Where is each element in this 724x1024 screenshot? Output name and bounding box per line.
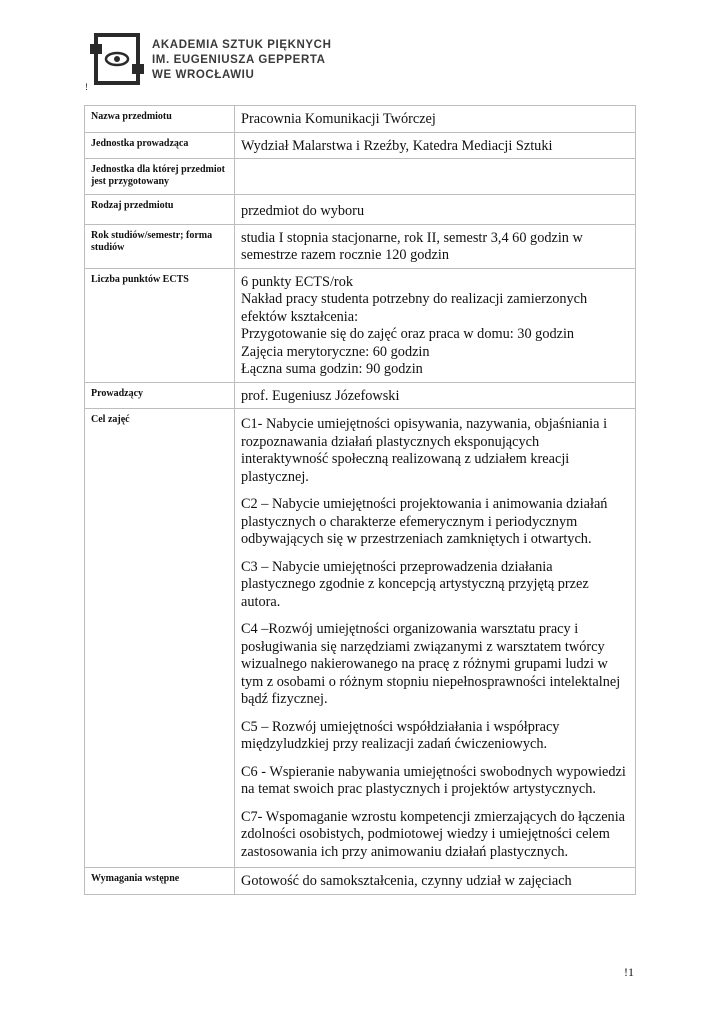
field-value: Gotowość do samokształcenia, czynny udział w zajęciach — [235, 868, 636, 895]
field-value: studia I stopnia stacjonarne, rok II, semestr 3,4 60 godzin w semestrze razem rocznie 120 godzin — [235, 224, 636, 268]
logo-line-2: IM. EUGENIUSZA GEPPERTA — [152, 54, 326, 66]
ects-line: Łączna suma godzin: 90 godzin — [241, 361, 423, 377]
field-value: prof. Eugeniusz Józefowski — [235, 382, 636, 409]
field-value: Pracownia Komunikacji Twórczej — [235, 106, 636, 133]
table-row — [85, 224, 636, 268]
academy-logo — [88, 32, 348, 88]
goal-paragraph: C6 - Wspieranie nabywania umiejętności swobodnych wypowiedzi na temat swoich prac plastycznych i projektów artystycznych. — [241, 763, 626, 797]
goal-paragraph: C1- Nabycie umiejętności opisywania, nazywania, objaśniania i rozpoznawania działań plastycznych eksponujących interaktywność społeczną realizowaną z udziałem kreacji plastycznej. — [241, 416, 608, 485]
field-value: przedmiot do wyboru — [235, 195, 636, 225]
table-row — [85, 382, 636, 409]
table-row — [85, 159, 636, 195]
field-label: Jednostka dla której przedmiot jest przygotowany — [85, 159, 235, 195]
field-label: Nazwa przedmiotu — [85, 106, 235, 133]
field-value — [235, 268, 636, 382]
field-label: Wymagania wstępne — [85, 868, 235, 895]
field-value — [235, 409, 636, 868]
field-label: Liczba punktów ECTS — [85, 268, 235, 382]
goal-paragraph: C2 – Nabycie umiejętności projektowania i animowania działań plastycznych o charakterze efemerycznym i periodycznym odbywających się w przestrzeniach zamkniętych i otwartych. — [241, 496, 608, 547]
field-label: Prowadzący — [85, 382, 235, 409]
table-row — [85, 409, 636, 868]
field-value: Wydział Malarstwa i Rzeźby, Katedra Mediacji Sztuki — [235, 132, 636, 159]
ects-line: Zajęcia merytoryczne: 60 godzin — [241, 343, 430, 360]
field-label: Jednostka prowadząca — [85, 132, 235, 159]
goal-paragraph: C7- Wspomaganie wzrostu kompetencji zmierzających do łączenia zdolności osobistych, podmiotowej wiedzy i umiejętności celem zastosowania ich przy animowaniu działań plastycznych. — [241, 808, 626, 860]
field-label: Cel zajęć — [85, 409, 235, 868]
field-value — [235, 159, 636, 195]
logo-line-3: WE WROCŁAWIU — [152, 69, 255, 81]
goal-paragraph: C3 – Nabycie umiejętności przeprowadzenia działania plastycznego zgodnie z koncepcją artystyczną przyjętą przez autora. — [241, 558, 589, 610]
field-label: Rodzaj przedmiotu — [85, 195, 235, 225]
ects-line: Przygotowanie się do zajęć oraz praca w domu: 30 godzin — [241, 326, 575, 342]
table-row — [85, 268, 636, 382]
page-number: !1 — [624, 965, 634, 979]
logo-emblem-icon — [88, 32, 146, 88]
goal-paragraph: C4 –Rozwój umiejętności organizowania warsztatu pracy i posługiwania się narzędziami związanymi z warsztatem twórcy wizualnego nakierowanego na pracę z różnymi grupami ludzi w tym z osobami o różnym stopniu niepełnosprawności intelektalnej bądź fizycznej. — [241, 621, 621, 707]
table-row — [85, 195, 636, 225]
stray-mark: ! — [85, 82, 88, 92]
logo-text — [152, 38, 332, 83]
course-description-table — [84, 105, 636, 895]
ects-line: Nakład pracy studenta potrzebny do realizacji zamierzonych efektów kształcenia: — [241, 291, 588, 325]
ects-line: 6 punkty ECTS/rok — [241, 273, 353, 290]
table-row — [85, 132, 636, 159]
goal-paragraph: C5 – Rozwój umiejętności współdziałania i współpracy międzyludzkiej przy realizacji zadań ćwiczeniowych. — [241, 718, 560, 752]
table-row — [85, 868, 636, 895]
table-row — [85, 106, 636, 133]
logo-line-1: AKADEMIA SZTUK PIĘKNYCH — [152, 39, 332, 51]
field-label: Rok studiów/semestr; forma studiów — [85, 224, 235, 268]
